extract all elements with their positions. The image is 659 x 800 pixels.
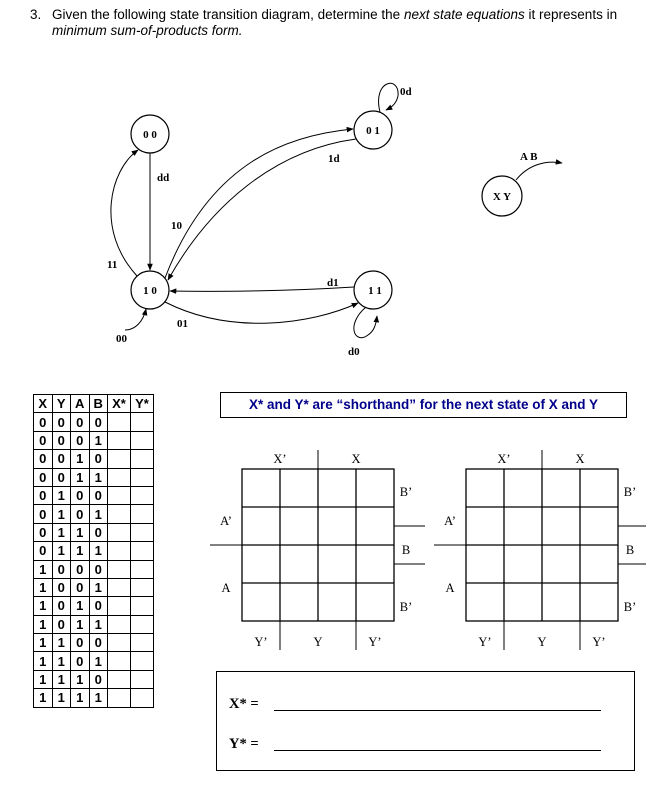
answer-cell[interactable] (131, 468, 154, 486)
edge-01-self (379, 83, 399, 112)
kmap-y-next (434, 450, 659, 650)
y-next-answer-line[interactable] (274, 750, 601, 751)
legend-input-label: A B (520, 151, 538, 163)
edge-label-d0: d0 (348, 346, 360, 358)
label-y-prime-right: Y’ (368, 635, 382, 649)
table-row: 1 0 0 1 (34, 578, 154, 596)
label-a: A (221, 581, 231, 595)
table-row: 0 1 1 1 (34, 542, 154, 560)
state-transition-diagram (0, 0, 659, 390)
label-b: B (401, 543, 411, 557)
question-text: Given the following state transition diagram, determine the next state equations it represents in minimum sum-of-products form. (52, 7, 618, 38)
label-b: B (625, 543, 635, 557)
answer-cell[interactable] (131, 689, 154, 707)
table-row: 1 1 1 1 (34, 689, 154, 707)
answer-cell[interactable] (108, 689, 131, 707)
state-01-label: 0 1 (366, 125, 380, 137)
table-row: 0 0 0 1 (34, 431, 154, 449)
edge-10-self (125, 309, 146, 330)
answer-cell[interactable] (131, 670, 154, 688)
label-b-prime-bottom: B’ (623, 600, 637, 614)
table-row: 1 1 1 0 (34, 670, 154, 688)
answer-box (216, 671, 635, 771)
answer-cell[interactable] (108, 597, 131, 615)
table-row: 1 1 0 0 (34, 634, 154, 652)
edge-label-1d: 1d (328, 153, 340, 165)
legend-state-label: X Y (492, 191, 512, 203)
label-b-prime-bottom: B’ (399, 600, 413, 614)
label-x: X (575, 452, 585, 466)
table-row: 0 1 0 0 (34, 486, 154, 504)
y-next-label: Y* = (229, 736, 259, 752)
answer-cell[interactable] (131, 560, 154, 578)
label-x-prime: X’ (497, 452, 511, 466)
header-x-next: X* (108, 395, 131, 413)
state-11-label: 1 1 (368, 285, 382, 297)
answer-cell[interactable] (108, 468, 131, 486)
label-y-prime-left: Y’ (254, 635, 268, 649)
edge-label-0d: 0d (400, 86, 412, 98)
label-y: Y (313, 635, 323, 649)
answer-cell[interactable] (108, 431, 131, 449)
legend-input-arrow (516, 162, 562, 180)
answer-cell[interactable] (131, 450, 154, 468)
edge-label-d1: d1 (327, 277, 339, 289)
table-row: 1 0 1 0 (34, 597, 154, 615)
table-row: 1 0 0 0 (34, 560, 154, 578)
table-row: 1 1 0 1 (34, 652, 154, 670)
truth-table (33, 394, 154, 708)
state-10-label: 1 0 (143, 285, 157, 297)
kmap-x-next (210, 450, 435, 650)
edge-10-to-01 (165, 129, 353, 278)
table-row: 0 0 0 0 (34, 413, 154, 431)
state-00-label: 0 0 (143, 129, 157, 141)
answer-cell[interactable] (131, 523, 154, 541)
answer-cell[interactable] (108, 615, 131, 633)
answer-cell[interactable] (108, 634, 131, 652)
edge-label-dd: dd (157, 172, 170, 184)
edge-label-10: 10 (171, 220, 182, 232)
answer-cell[interactable] (108, 578, 131, 596)
edge-label-01: 01 (177, 318, 188, 330)
label-y: Y (537, 635, 547, 649)
answer-cell[interactable] (131, 597, 154, 615)
answer-cell[interactable] (108, 652, 131, 670)
label-y-prime-left: Y’ (478, 635, 492, 649)
table-row: 0 0 1 1 (34, 468, 154, 486)
answer-cell[interactable] (108, 413, 131, 431)
label-x-prime: X’ (273, 452, 287, 466)
question-number: 3. (30, 7, 42, 22)
table-row: 0 1 1 0 (34, 523, 154, 541)
shorthand-note: X* and Y* are “shorthand” for the next state of X and Y (220, 392, 627, 418)
answer-cell[interactable] (131, 634, 154, 652)
edge-10-to-11 (165, 302, 358, 323)
answer-cell[interactable] (108, 670, 131, 688)
edge-label-11: 11 (107, 259, 118, 271)
answer-cell[interactable] (108, 450, 131, 468)
label-x: X (351, 452, 361, 466)
label-y-prime-right: Y’ (592, 635, 606, 649)
answer-cell[interactable] (131, 413, 154, 431)
header-a: A (71, 395, 90, 413)
answer-cell[interactable] (131, 486, 154, 504)
answer-cell[interactable] (108, 505, 131, 523)
answer-cell[interactable] (108, 523, 131, 541)
label-b-prime-top: B’ (623, 485, 637, 499)
header-y: Y (52, 395, 71, 413)
label-a-prime: A’ (220, 514, 232, 528)
table-row: 0 1 0 1 (34, 505, 154, 523)
x-next-answer-line[interactable] (274, 710, 601, 711)
answer-cell[interactable] (108, 542, 131, 560)
edge-label-00: 00 (116, 333, 127, 345)
header-y-next: Y* (131, 395, 154, 413)
table-row: 0 0 1 0 (34, 450, 154, 468)
answer-cell[interactable] (131, 578, 154, 596)
header-b: B (89, 395, 108, 413)
answer-cell[interactable] (131, 505, 154, 523)
answer-cell[interactable] (108, 486, 131, 504)
answer-cell[interactable] (131, 431, 154, 449)
label-a-prime: A’ (444, 514, 456, 528)
answer-cell[interactable] (108, 560, 131, 578)
label-b-prime-top: B’ (399, 485, 413, 499)
answer-cell[interactable] (131, 615, 154, 633)
answer-cell[interactable] (131, 542, 154, 560)
table-row: 1 0 1 1 (34, 615, 154, 633)
edge-10-to-00 (111, 150, 138, 276)
edge-11-self (354, 307, 377, 338)
label-a: A (445, 581, 455, 595)
answer-cell[interactable] (131, 652, 154, 670)
truth-table-header (34, 395, 154, 413)
x-next-label: X* = (229, 696, 259, 712)
header-x: X (34, 395, 53, 413)
